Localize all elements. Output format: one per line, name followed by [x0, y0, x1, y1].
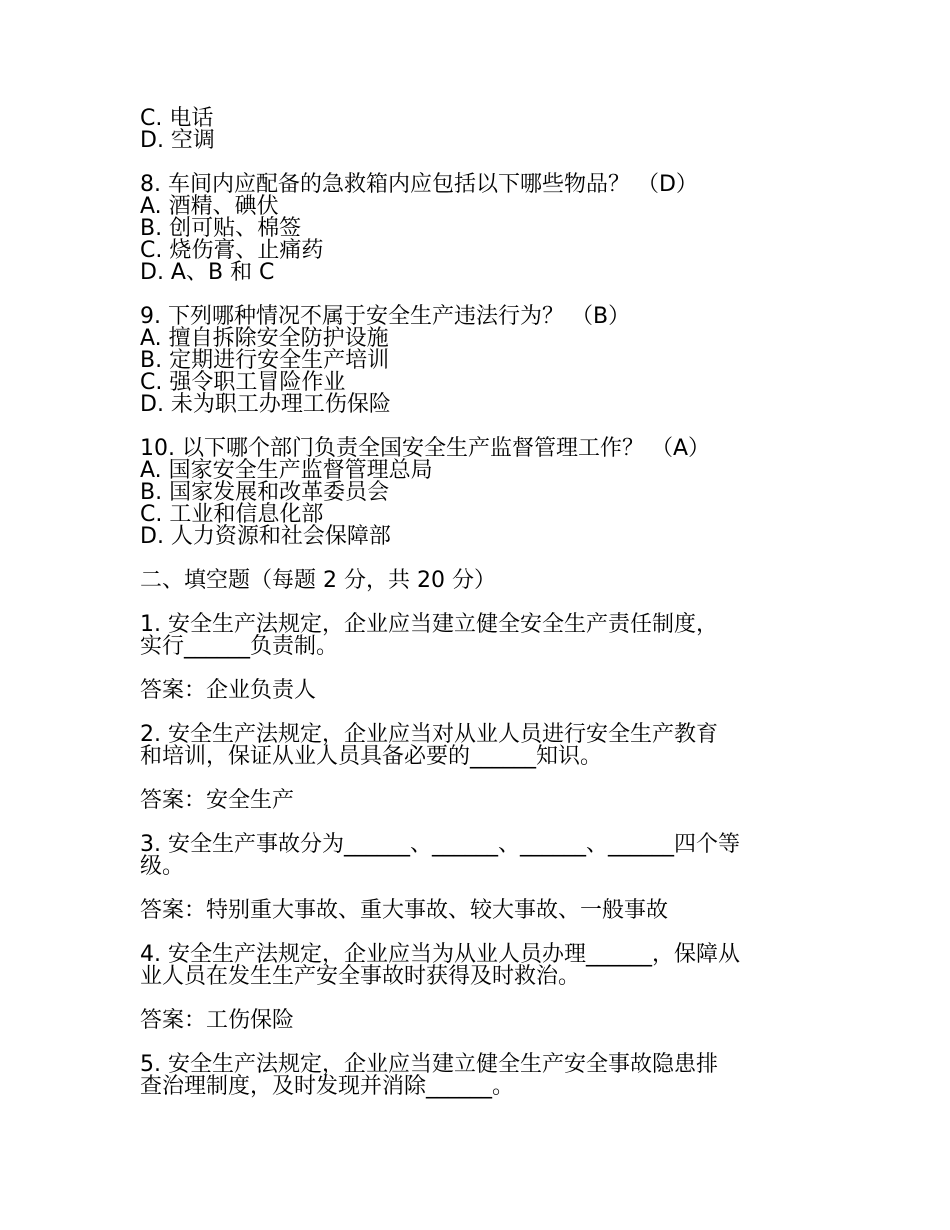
option-d: D. 人力资源和社会保障部 [140, 524, 391, 549]
document-page [140, 108, 820, 1120]
question-text-line-2: 实行______负责制。 [140, 634, 339, 659]
answer-text: 答案：安全生产 [140, 788, 295, 813]
option-d: D. 未为职工办理工伤保险 [140, 392, 391, 417]
question-8 [140, 174, 820, 284]
fill-question-5 [140, 1054, 820, 1098]
option-c: C. 工业和信息化部 [140, 502, 324, 527]
option-a: A. 酒精、碘伏 [140, 194, 279, 219]
answer-2 [140, 790, 820, 812]
question-title: 10. 以下哪个部门负责全国安全生产监督管理工作？ （A） [140, 436, 711, 461]
answer-text: 答案：企业负责人 [140, 678, 317, 703]
option-d: D. A、B 和 C [140, 260, 275, 285]
fill-question-2 [140, 724, 820, 768]
answer-1 [140, 680, 820, 702]
question-text-line-2: 和培训，保证从业人员具备必要的______知识。 [140, 744, 603, 769]
option-b: B. 国家发展和改革委员会 [140, 480, 390, 505]
question-title: 9. 下列哪种情况不属于安全生产违法行为？ （B） [140, 304, 631, 329]
fill-question-1 [140, 614, 820, 658]
option-a: A. 擅自拆除安全防护设施 [140, 326, 389, 351]
option-c: C. 强令职工冒险作业 [140, 370, 346, 395]
answer-text: 答案：工伤保险 [140, 1008, 295, 1033]
question-text-line-1: 1. 安全生产法规定，企业应当建立健全安全生产责任制度， [140, 612, 718, 637]
question-text-line-1: 3. 安全生产事故分为______、______、______、______四个等 [140, 832, 740, 857]
fill-question-4 [140, 944, 820, 988]
question-9 [140, 306, 820, 416]
option-b: B. 创可贴、棉签 [140, 216, 302, 241]
option-c: C. 电话 [140, 106, 214, 131]
option-a: A. 国家安全生产监督管理总局 [140, 458, 433, 483]
fill-question-3 [140, 834, 820, 878]
answer-3 [140, 900, 820, 922]
question-text-line-2: 查治理制度，及时发现并消除______。 [140, 1074, 515, 1099]
section-title: 二、填空题（每题 2 分，共 20 分） [140, 568, 496, 593]
answer-text: 答案：特别重大事故、重大事故、较大事故、一般事故 [140, 898, 669, 923]
option-b: B. 定期进行安全生产培训 [140, 348, 390, 373]
section-heading [140, 570, 820, 592]
option-c: C. 烧伤膏、止痛药 [140, 238, 324, 263]
question-title: 8. 车间内应配备的急救箱内应包括以下哪些物品？ （D） [140, 172, 698, 197]
answer-4 [140, 1010, 820, 1032]
question-text-line-2: 级。 [140, 854, 185, 879]
question-text-line-1: 4. 安全生产法规定，企业应当为从业人员办理______，保障从 [140, 942, 740, 967]
question-7-tail [140, 108, 820, 152]
question-10 [140, 438, 820, 548]
option-d: D. 空调 [140, 128, 215, 153]
question-text-line-1: 2. 安全生产法规定，企业应当对从业人员进行安全生产教育 [140, 722, 718, 747]
question-text-line-1: 5. 安全生产法规定，企业应当建立健全生产安全事故隐患排 [140, 1052, 718, 1077]
question-text-line-2: 业人员在发生生产安全事故时获得及时救治。 [140, 964, 581, 989]
